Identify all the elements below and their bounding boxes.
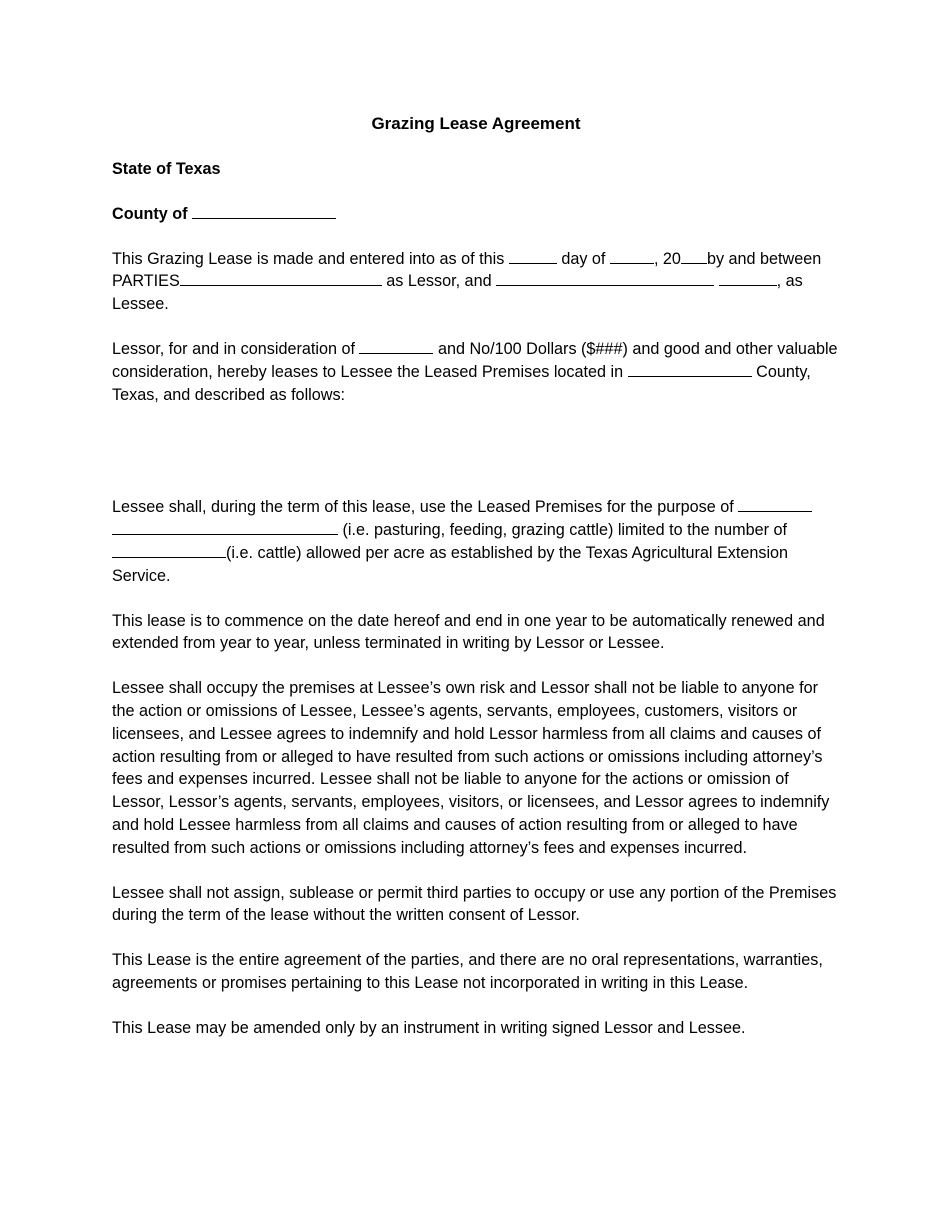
lessor-blank[interactable] — [180, 270, 382, 286]
livestock-number-blank[interactable] — [112, 542, 226, 558]
consideration-text-a: Lessor, for and in consideration of — [112, 339, 355, 358]
document-body — [112, 112, 840, 1062]
purpose-text-a: Lessee shall, during the term of this lease, use the Leased Premises for the purpose of — [112, 498, 734, 517]
parties-text-b: day of — [561, 249, 606, 268]
day-blank[interactable] — [509, 248, 557, 264]
purpose-blank-continued[interactable] — [112, 519, 338, 535]
consideration-text-c: County, Texas, and described as follows: — [112, 362, 811, 404]
consideration-paragraph — [112, 338, 840, 406]
purpose-blank[interactable] — [738, 496, 812, 512]
lessee-blank-continued[interactable] — [719, 270, 777, 286]
parties-text-c: , 20 — [653, 249, 681, 268]
year-blank[interactable] — [681, 248, 707, 264]
purpose-text-c: (i.e. cattle) allowed per acre as established by the Texas Agricultural Extension Service. — [112, 543, 789, 585]
parties-text-a: This Grazing Lease is made and entered into as of this — [112, 249, 505, 268]
amount-blank[interactable] — [359, 338, 433, 354]
location-county-blank[interactable] — [628, 361, 752, 377]
description-space — [112, 428, 840, 496]
month-blank[interactable] — [610, 248, 654, 264]
county-label: County of — [112, 204, 188, 223]
assignment-paragraph: Lessee shall not assign, sublease or permit third parties to occupy or use any portion of the Premises during the term of the lease without the written consent of Lessor. — [112, 883, 837, 925]
parties-text-e: as Lessor, and — [386, 272, 492, 291]
county-line — [112, 203, 840, 226]
consideration-text-b: and No/100 Dollars ($###) and good and other valuable consideration, hereby leases to Lessee the Leased Premises located in — [112, 339, 838, 381]
parties-paragraph — [112, 248, 840, 316]
county-blank[interactable] — [192, 203, 336, 219]
document-title: Grazing Lease Agreement — [371, 114, 581, 133]
state-line: State of Texas — [112, 160, 221, 178]
amendment-paragraph: This Lease may be amended only by an instrument in writing signed Lessor and Lessee. — [112, 1018, 746, 1037]
entire-agreement-paragraph: This Lease is the entire agreement of the parties, and there are no oral representations, warranties, agreements or promises pertaining to this Lease not incorporated in writing in this Lease. — [112, 951, 823, 992]
lessee-blank[interactable] — [496, 270, 714, 286]
parties-text-d: by and between PARTIES — [112, 249, 822, 291]
liability-paragraph: Lessee shall occupy the premises at Lessee’s own risk and Lessor shall not be liable to anyone for the action or omissions of Lessee, Lessee’s agents, servants, employees, customers, visitors or licensees, and Lessee agrees to indemnify and hold Lessor harmless from all claims and causes of action resulting from or alleged to have resulted from such actions or omissions including attorney’s fees and expenses incurred. Lessee shall not be liable to anyone for the actions or omission of Lessor, Lessor’s agents, servants, employees, visitors, or licensees, and Lessor agrees to indemnify and hold Lessee harmless from all claims and causes of action resulting from or alleged to have resulted from such actions or omissions including attorney’s fees and expenses incurred. — [112, 679, 830, 857]
term-paragraph: This lease is to commence on the date hereof and end in one year to be automatically renewed and extended from year to year, unless terminated in writing by Lessor or Lessee. — [112, 611, 825, 653]
parties-text-f: , as Lessee. — [112, 272, 803, 314]
purpose-paragraph — [112, 496, 840, 587]
purpose-text-b: (i.e. pasturing, feeding, grazing cattle) limited to the number of — [342, 521, 787, 540]
